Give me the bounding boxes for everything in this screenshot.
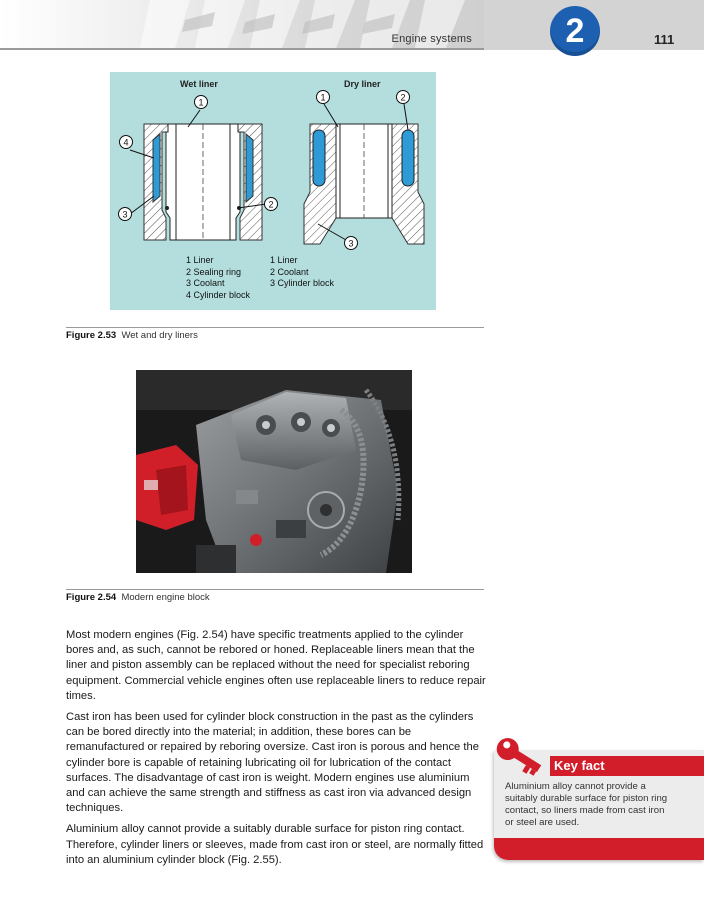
dry-callout-2: 2 — [400, 92, 406, 103]
dry-liner-drawing — [304, 104, 424, 244]
caption-label: Figure 2.54 — [66, 592, 117, 603]
wet-liner-legend — [186, 255, 250, 301]
section-title: Engine systems — [391, 33, 472, 45]
key-fact-title: Key fact — [554, 758, 605, 773]
dry-callout-3: 3 — [348, 238, 354, 249]
caption-label: Figure 2.53 — [66, 330, 117, 341]
figure-2-53-caption — [66, 330, 198, 341]
wet-callout-1: 1 — [198, 97, 204, 108]
paragraph: Cast iron has been used for cylinder block construction in the past as the cylinders can be bored directly into the material; in addition, these bores can be remanufactured or repaired by reboring oversize. Cast iron is porous and hence the cylinder bore is capable of retaining lubricating oil for lubrication of the contact surfaces. The disadvantage of cast iron is weight. Modern engines use aluminium and can achieve the same strength and stiffness as cast iron via advanced design techniques. — [66, 711, 479, 815]
wet-callout-3: 3 — [122, 209, 128, 220]
header-rule — [0, 48, 484, 50]
caption-text: Wet and dry liners — [121, 330, 198, 341]
paragraph: Aluminium alloy cannot provide a suitably durable surface for piston ring contact. Therefore, cylinder liners or sleeves, made from cast iron or steel, are normally fitted into an aluminium cylinder block (Fig. 2.55). — [66, 823, 484, 866]
figure-rule — [66, 327, 484, 328]
wet-legend-item: 3 Coolant — [186, 278, 225, 288]
dry-legend-item: 3 Cylinder block — [270, 278, 335, 288]
wet-liner-drawing — [130, 110, 266, 240]
wet-liner-title: Wet liner — [180, 79, 218, 89]
figure-2-54-caption — [66, 592, 210, 603]
dry-callout-1: 1 — [320, 92, 326, 103]
wet-legend-item: 4 Cylinder block — [186, 289, 251, 300]
key-icon — [488, 734, 548, 784]
dry-legend-item: 1 Liner — [270, 255, 298, 265]
caption-text: Modern engine block — [121, 592, 210, 603]
page-number: 111 — [654, 32, 675, 47]
chapter-badge: 2 — [550, 6, 600, 56]
key-fact-text: Aluminium alloy cannot provide a suitably durable surface for piston ring contact, so liners made from cast iron or steel are used. — [505, 781, 668, 828]
wet-callout-4: 4 — [123, 137, 129, 148]
dry-liner-title: Dry liner — [344, 79, 381, 89]
body-text — [66, 628, 486, 874]
paragraph: Most modern engines (Fig. 2.54) have specific treatments applied to the cylinder bores and, as such, cannot be rebored or honed. Replaceable liners mean that the liner and piston assembly can be replaced without the need for specialist reboring equipment. Commercial vehicle engines often use replaceable liners to reduce repair times. — [66, 629, 486, 702]
figure-wet-dry-liners — [110, 72, 436, 310]
dry-legend-item: 2 Coolant — [270, 266, 309, 277]
dry-liner-legend — [270, 255, 334, 290]
wet-legend-item: 2 Sealing ring — [186, 266, 242, 277]
wet-callout-2: 2 — [268, 199, 274, 210]
engine-block-illustration — [136, 370, 412, 573]
figure-rule — [66, 589, 484, 590]
engine-block-photo — [136, 370, 412, 573]
wet-legend-item: 1 Liner — [186, 255, 214, 265]
key-fact-footer-band — [494, 838, 704, 860]
